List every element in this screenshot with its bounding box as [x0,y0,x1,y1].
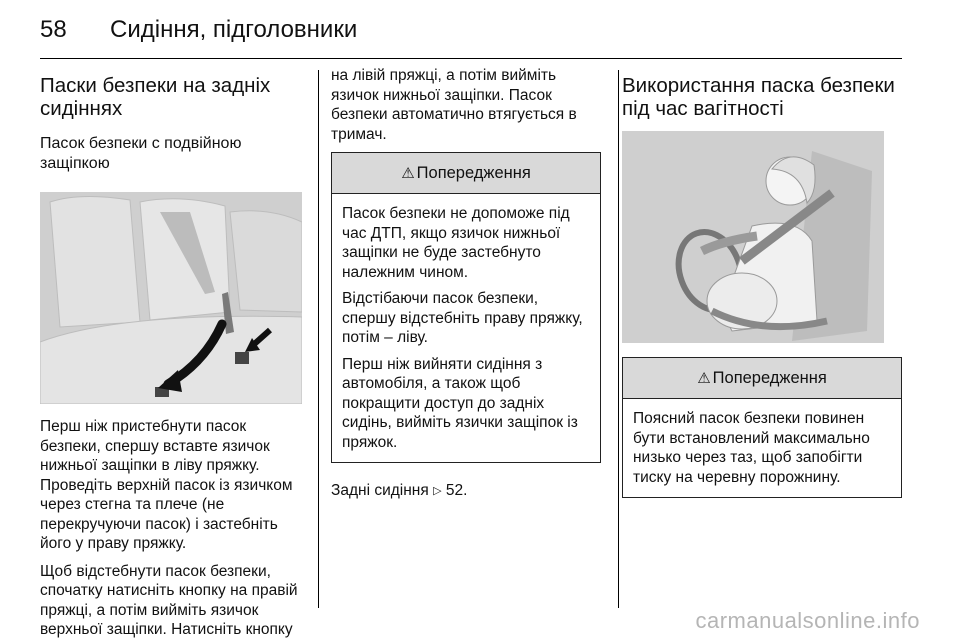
column-divider-2 [618,70,619,608]
page-header [40,16,357,46]
column-1 [40,74,302,640]
warning-paragraph: Перш ніж вийняти сидіння з автомобіля, а також щоб покращити доступ до задніх сидінь, вийміть язички защіпок із пряжок. [342,355,578,451]
paragraph-unfasten: Щоб відстебнути пасок безпеки, спочатку натисніть кнопку на правій пряжці, а потім вийміть язичок верхньої защіпки. Натисніть кнопку [40,562,298,638]
column-divider-1 [318,70,319,608]
cross-reference [331,481,601,503]
subsection-title-double-latch: Пасок безпеки с подвійною защіпкою [40,135,242,172]
warning-header [332,153,600,194]
figure-rear-seat-belt [40,192,302,404]
page-reference-arrow-icon: ▷ [433,485,442,497]
warning-body [332,194,600,462]
warning-paragraph: Пасок безпеки не допоможе під час ДТП, якщо язичок нижньої защіпки не буде застебнуто належним чином. [342,205,570,281]
warning-title: Попередження [712,368,827,387]
warning-header [623,358,901,399]
warning-triangle-icon: ⚠ [697,370,711,387]
section-title-rear-belts: Паски безпеки на задніх сидіннях [40,74,271,120]
cross-reference-page: 52. [445,482,468,499]
paragraph-continued: на лівій пряжці, а потім вийміть язичок нижньої защіпки. Пасок безпеки автоматично втягується в тримач. [331,67,577,143]
page-number: 58 [40,16,67,43]
warning-triangle-icon: ⚠ [401,165,415,182]
warning-title: Попередження [416,163,531,182]
warning-paragraph: Поясний пасок безпеки повинен бути встановлений максимально низько через таз, щоб запобігти тиску на черевну порожнину. [633,410,870,486]
header-divider [40,58,902,59]
warning-box-belt [331,152,601,463]
figure-pregnant-driver [622,131,884,343]
warning-paragraph: Відстібаючи пасок безпеки, спершу відстебніть праву пряжку, потім – ліву. [342,290,583,346]
watermark-text: carmanualsonline.info [695,608,920,633]
chapter-title: Сидіння, підголовники [110,16,358,43]
warning-body [623,399,901,497]
column-3 [622,74,902,498]
section-title-pregnancy: Використання паска безпеки під час вагітності [622,74,895,120]
warning-box-pregnancy [622,357,902,498]
cross-reference-text: Задні сидіння [331,482,429,499]
paragraph-fasten: Перш ніж пристебнути пасок безпеки, спершу вставте язичок нижньої защіпки в ліву пряжку. Проведіть верхній пасок із язичком через стегна та плече (не перекручуючи пасок) і застебніть його у праву пряжку. [40,418,293,552]
column-2 [331,66,601,503]
